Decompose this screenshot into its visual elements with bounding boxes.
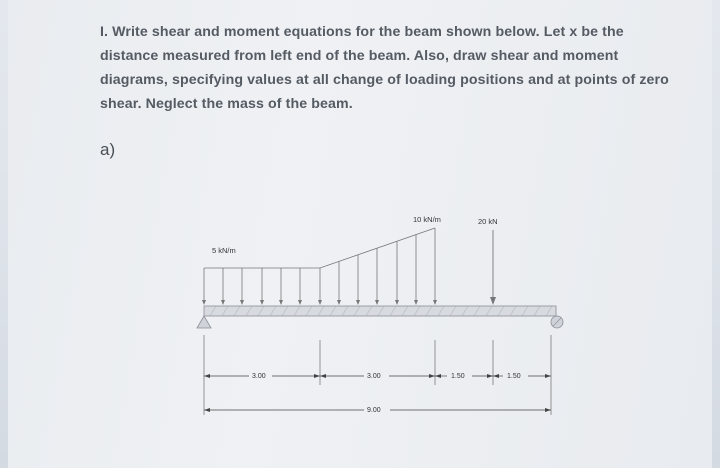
load-outline xyxy=(204,228,435,268)
problem-line-3: diagrams, specifying values at all change of loading positions and at points of zero xyxy=(100,72,669,88)
distributed-load xyxy=(202,228,437,305)
point-load-label: 20 kN xyxy=(478,217,498,226)
load-arrows xyxy=(204,228,435,304)
part-label: a) xyxy=(100,140,116,159)
problem-line-2: distance measured from left end of the beam. Also, draw shear and moment xyxy=(100,48,619,64)
load-arrowheads xyxy=(202,300,437,305)
dim-seg4-label: 1.50 xyxy=(507,373,521,380)
dim-seg2-label: 3.00 xyxy=(367,373,381,380)
dim-total-label: 9.00 xyxy=(367,407,381,414)
beam xyxy=(204,306,556,316)
dim-seg1-label: 3.00 xyxy=(252,373,266,380)
problem-line-1: I. Write shear and moment equations for the beam shown below. Let x be the xyxy=(100,24,624,40)
problem-line-4: shear. Neglect the mass of the beam. xyxy=(100,96,353,112)
dim-seg3-label: 1.50 xyxy=(451,373,465,380)
peak-load-label: 10 kN/m xyxy=(413,215,441,224)
point-load-arrow xyxy=(490,230,496,305)
roller-support-right xyxy=(551,316,563,328)
pin-support-left xyxy=(197,316,211,328)
uniform-load-label: 5 kN/m xyxy=(212,246,236,255)
